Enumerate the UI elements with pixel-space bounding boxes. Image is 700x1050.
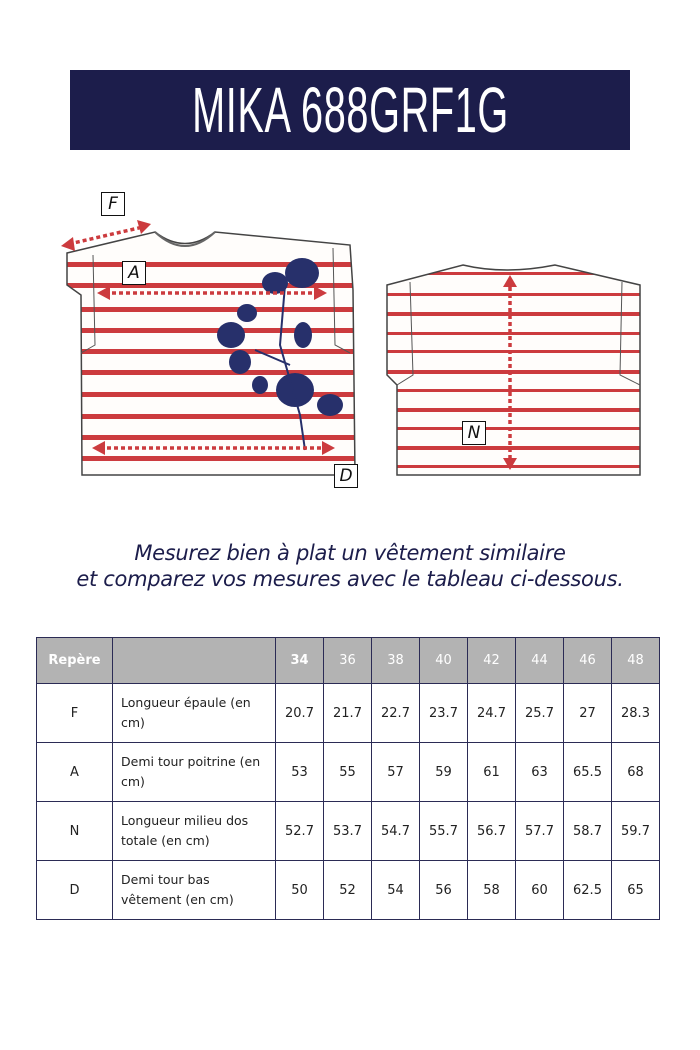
row-ref: F [37,684,113,743]
cell-value: 54 [372,861,420,920]
cell-value: 65 [612,861,660,920]
row-label: Demi tour poitrine (en cm) [113,743,276,802]
cell-value: 61 [468,743,516,802]
header-size-46: 46 [564,638,612,684]
front-shirt-illustration [55,185,375,495]
table-row [37,743,660,802]
row-ref: N [37,802,113,861]
cell-value: 63 [516,743,564,802]
cell-value: 25.7 [516,684,564,743]
cell-value: 52 [324,861,372,920]
cell-value: 52.7 [276,802,324,861]
header-size-42: 42 [468,638,516,684]
cell-value: 58.7 [564,802,612,861]
row-label: Longueur épaule (en cm) [113,684,276,743]
cell-value: 56 [420,861,468,920]
cell-value: 59 [420,743,468,802]
cell-value: 57.7 [516,802,564,861]
table-row [37,802,660,861]
cell-value: 58 [468,861,516,920]
header-size-38: 38 [372,638,420,684]
cell-value: 62.5 [564,861,612,920]
cell-value: 50 [276,861,324,920]
header-size-40: 40 [420,638,468,684]
header-size-48: 48 [612,638,660,684]
cell-value: 28.3 [612,684,660,743]
title-banner [70,70,630,150]
header-size-34: 34 [276,638,324,684]
table-header-row [37,638,660,684]
header-description [113,638,276,684]
label-a: A [122,261,146,285]
header-size-36: 36 [324,638,372,684]
label-f: F [101,192,125,216]
row-ref: A [37,743,113,802]
header-size-44: 44 [516,638,564,684]
instruction-line-2: et comparez vos mesures avec le tableau ci-dessous. [76,567,624,591]
header-repere: Repère [37,638,113,684]
cell-value: 21.7 [324,684,372,743]
back-garment-diagram [375,245,665,495]
cell-value: 54.7 [372,802,420,861]
cell-value: 22.7 [372,684,420,743]
table-row [37,684,660,743]
instruction-line-1: Mesurez bien à plat un vêtement similaire [134,541,566,565]
row-label: Demi tour bas vêtement (en cm) [113,861,276,920]
cell-value: 68 [612,743,660,802]
label-n: N [462,421,486,445]
row-ref: D [37,861,113,920]
cell-value: 20.7 [276,684,324,743]
cell-value: 57 [372,743,420,802]
row-label: Longueur milieu dos totale (en cm) [113,802,276,861]
front-garment-diagram [55,185,375,495]
cell-value: 65.5 [564,743,612,802]
label-d: D [334,464,358,488]
table-row [37,861,660,920]
product-title: MIKA 688GRF1G [191,74,509,146]
cell-value: 60 [516,861,564,920]
cell-value: 56.7 [468,802,516,861]
cell-value: 27 [564,684,612,743]
cell-value: 55 [324,743,372,802]
size-chart-table [36,637,660,920]
cell-value: 53.7 [324,802,372,861]
back-shirt-illustration [375,245,665,495]
cell-value: 53 [276,743,324,802]
cell-value: 24.7 [468,684,516,743]
cell-value: 23.7 [420,684,468,743]
cell-value: 55.7 [420,802,468,861]
cell-value: 59.7 [612,802,660,861]
measurement-instructions [0,540,700,592]
